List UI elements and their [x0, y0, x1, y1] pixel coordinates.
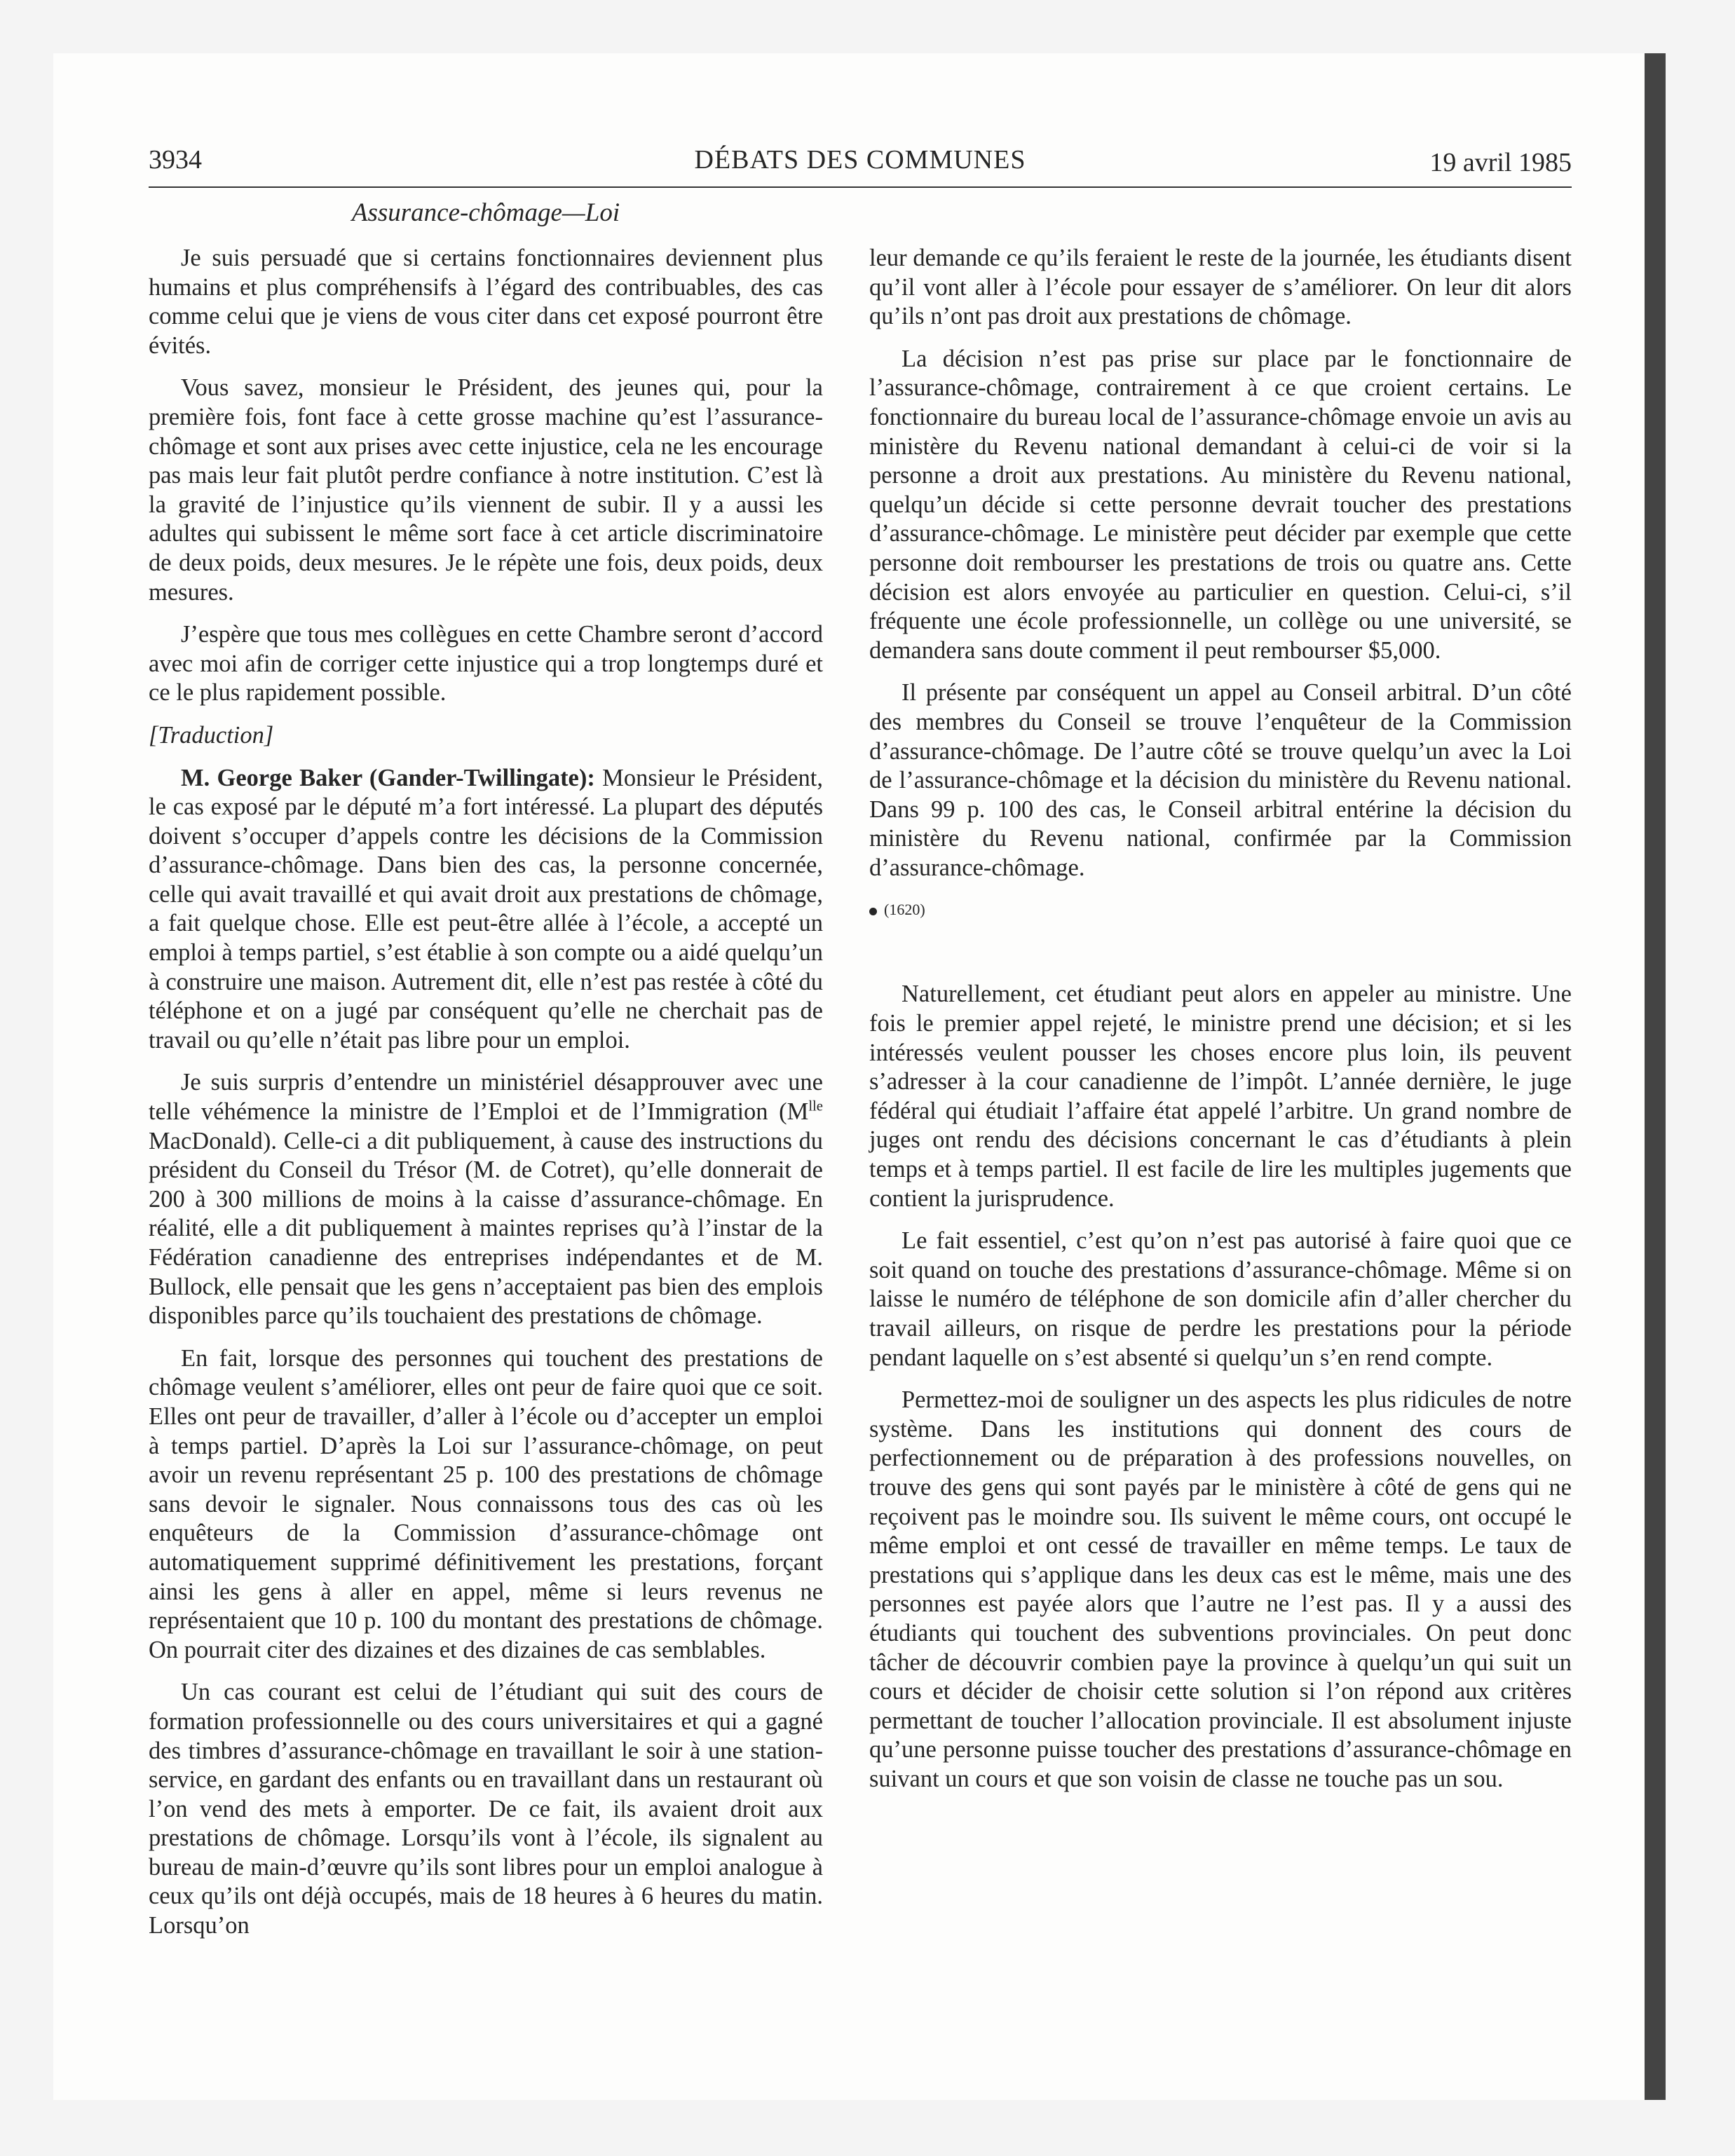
- scan-edge-shadow: [1645, 53, 1666, 2100]
- paragraph: leur demande ce qu’ils feraient le reste de la journée, les étudiants disent qu’il vont aller à l’école pour essayer de s’améliorer. On leur dit alors qu’ils n’ont pas droit aux prestations de chômage.: [869, 245, 1572, 330]
- paragraph: La décision n’est pas prise sur place par le fonctionnaire de l’assurance-chômage, contrairement à ce que croient certains. Le fonctionnaire du bureau local de l’assurance-chômage envoie un avis au ministère du Revenu national demandant à celui-ci de voir si la personne a droit aux prestations. Au ministère du Revenu national, quelqu’un décide si cette personne devrait toucher des prestations d’assurance-chômage. Le ministère peut décider par exemple que cette personne doit rembourser les prestations de trois ou quatre ans. Cette décision est alors envoyée au particulier en question. Celui-ci, s’il fréquente une école professionnelle, un collège ou une université, se demandera sans doute comment il peut rembourser $5,000.: [869, 345, 1572, 664]
- paragraph: Il présente par conséquent un appel au Conseil arbitral. D’un côté des membres du Conseil se trouve l’enquêteur de la Commission d’assurance-chômage. De l’autre côté se trouve quelqu’un avec la Loi de l’assurance-chômage et la décision du ministère du Revenu national. Dans 99 p. 100 des cas, le Conseil arbitral entérine la décision du ministère du Revenu national, confirmée par la Commission d’assurance-chômage.: [869, 679, 1572, 881]
- timestamp: (1620): [884, 901, 925, 919]
- page-date: 19 avril 1985: [1429, 148, 1572, 177]
- paragraph: Naturellement, cet étudiant peut alors en appeler au ministre. Une fois le premier appel rejeté, le ministre prend une décision; et si les intéressés veulent pousser les choses encore plus loin, ils peuvent s’adresser à la cour canadienne de l’impôt. L’année dernière, le juge fédéral qui étudiait l’affaire état appelé l’arbitre. Un grand nombre de juges ont rendu des décisions concernant le cas d’étudiants à plein temps et à temps partiel. Il est facile de lire les multiples jugements que contient la jurisprudence.: [869, 981, 1572, 1212]
- page-number: 3934: [149, 145, 202, 175]
- paragraph: [149, 1068, 823, 1330]
- translation-note: [Traduction]: [149, 721, 274, 749]
- right-column: [869, 244, 1572, 1808]
- speaker-paragraph: [149, 764, 823, 1056]
- timestamp-marker: [869, 896, 1572, 924]
- paragraph: J’espère que tous mes collègues en cette Chambre seront d’accord avec moi afin de corriger cette injustice qui a trop longtemps duré et ce le plus rapidement possible.: [149, 621, 823, 707]
- paragraph: Le fait essentiel, c’est qu’on n’est pas autorisé à faire quoi que ce soit quand on touche des prestations d’assurance-chômage. Même si on laisse le numéro de téléphone de son domicile afin d’aller chercher du travail ailleurs, on risque de perdre les prestations pour la période pendant laquelle on s’est absenté si quelqu’un s’en rend compte.: [869, 1227, 1572, 1371]
- bullet-icon: [869, 908, 877, 915]
- paragraph: Je suis persuadé que si certains fonctionnaires deviennent plus humains et plus compréhensifs à l’égard des contribuables, des cas comme celui que je viens de vous citer dans cet exposé pourront être évités.: [149, 245, 823, 359]
- paragraph-text: MacDonald). Celle-ci a dit publiquement, à cause des instructions du président du Conseil du Trésor (M. de Cotret), qu’elle donnerait de 200 à 300 millions de moins à la caisse d’assurance-chômage. En réalité, elle a dit publiquement à maintes reprises qu’à l’instar de la Fédération canadienne des entreprises indépendantes et de M. Bullock, elle pensait que les gens n’acceptaient pas bien des emplois disponibles parce qu’ils touchaient des prestations de chômage.: [149, 1127, 823, 1330]
- paragraph: En fait, lorsque des personnes qui touchent des prestations de chômage veulent s’améliorer, elles ont peur de faire quoi que ce soit. Elles ont peur de travailler, d’aller à l’école ou d’accepter un emploi à temps partiel. D’après la Loi sur l’assurance-chômage, on peut avoir un revenu représentant 25 p. 100 des prestations de chômage sans devoir le signaler. Nous connaissons tous des cas où les enquêteurs de la Commission d’assurance-chômage ont automatiquement supprimé définitivement les prestations, forçant ainsi les gens à aller en appel, même si leurs revenus ne représentaient que 10 p. 100 du montant des prestations de chômage. On pourrait citer des dizaines et des dizaines de cas semblables.: [149, 1344, 823, 1663]
- left-column: [149, 244, 823, 1954]
- paragraph-text: Je suis surpris d’entendre un ministériel désapprouver avec une telle véhémence la ministre de l’Emploi et de l’Immigration (M: [149, 1069, 823, 1126]
- publication-title: DÉBATS DES COMMUNES: [694, 145, 1026, 175]
- page-header: [149, 144, 1572, 188]
- paragraph: Un cas courant est celui de l’étudiant qui suit des cours de formation professionnelle ou des cours universitaires et qui a gagné des timbres d’assurance-chômage en travaillant le soir à une station-service, en gardant des enfants ou en travaillant dans un restaurant où l’on vend des mets à emporter. De ce fait, ils avaient droit aux prestations de chômage. Lorsqu’ils vont à l’école, ils signalent au bureau de main-d’œuvre qu’ils sont libres pour un emploi analogue à ceux qu’ils ont déjà occupés, mais de 18 heures à 6 heures du matin. Lorsqu’on: [149, 1679, 823, 1939]
- paragraph: Permettez-moi de souligner un des aspects les plus ridicules de notre système. Dans les institutions qui donnent des cours de perfectionnement ou de préparation à des professions nouvelles, on trouve des gens qui sont payés par le ministère à côté de gens qui ne reçoivent pas le moindre sou. Ils suivent le même cours, ont occupé le même emploi et ont cessé de travailler en même temps. Le taux de prestations qui s’applique dans les deux cas est le même, mais une des personnes est payée alors que l’autre ne l’est pas. Il y a aussi des étudiants qui touchent des subventions provinciales. On peut donc tâcher de découvrir combien paye la province à quelqu’un qui suit un cours et décider de choisir cette solution si l’on répond aux critères permettant de toucher l’allocation provinciale. Il est absolument injuste qu’une personne puisse toucher des prestations d’assurance-chômage en suivant un cours et que son voisin de classe ne touche pas un sou.: [869, 1386, 1572, 1792]
- paragraph: Vous savez, monsieur le Président, des jeunes qui, pour la première fois, font face à cette grosse machine qu’est l’assurance-chômage et sont aux prises avec cette injustice, cela ne les encourage pas mais leur fait plutôt perdre confiance à notre institution. C’est là la gravité de l’injustice qu’ils viennent de subir. Il y a aussi les adultes qui subissent le même sort face à cet article discriminatoire de deux poids, deux mesures. Je le répète une fois, deux poids, deux mesures.: [149, 374, 823, 606]
- speaker-name: M. George Baker (Gander-Twillingate):: [181, 764, 595, 791]
- speech-text: Monsieur le Président, le cas exposé par le député m’a fort intéressé. La plupart des députés doivent s’occuper d’appels contre les décisions de la Commission d’assurance-chômage. Dans bien des cas, la personne concernée, celle qui avait travaillé et qui avait droit aux prestations de chômage, a fait quelque chose. Elle est peut-être allée à l’école, a accepté un emploi à temps partiel, s’est établie à son compte ou a aidé quelqu’un à construire une maison. Autrement dit, elle n’est pas restée à côté du téléphone et on a jugé par conséquent qu’elle ne cherchait pas de travail ou qu’elle n’était pas libre pour un emploi.: [149, 764, 823, 1053]
- subject-heading: Assurance-chômage—Loi: [351, 198, 620, 227]
- superscript: lle: [808, 1098, 823, 1114]
